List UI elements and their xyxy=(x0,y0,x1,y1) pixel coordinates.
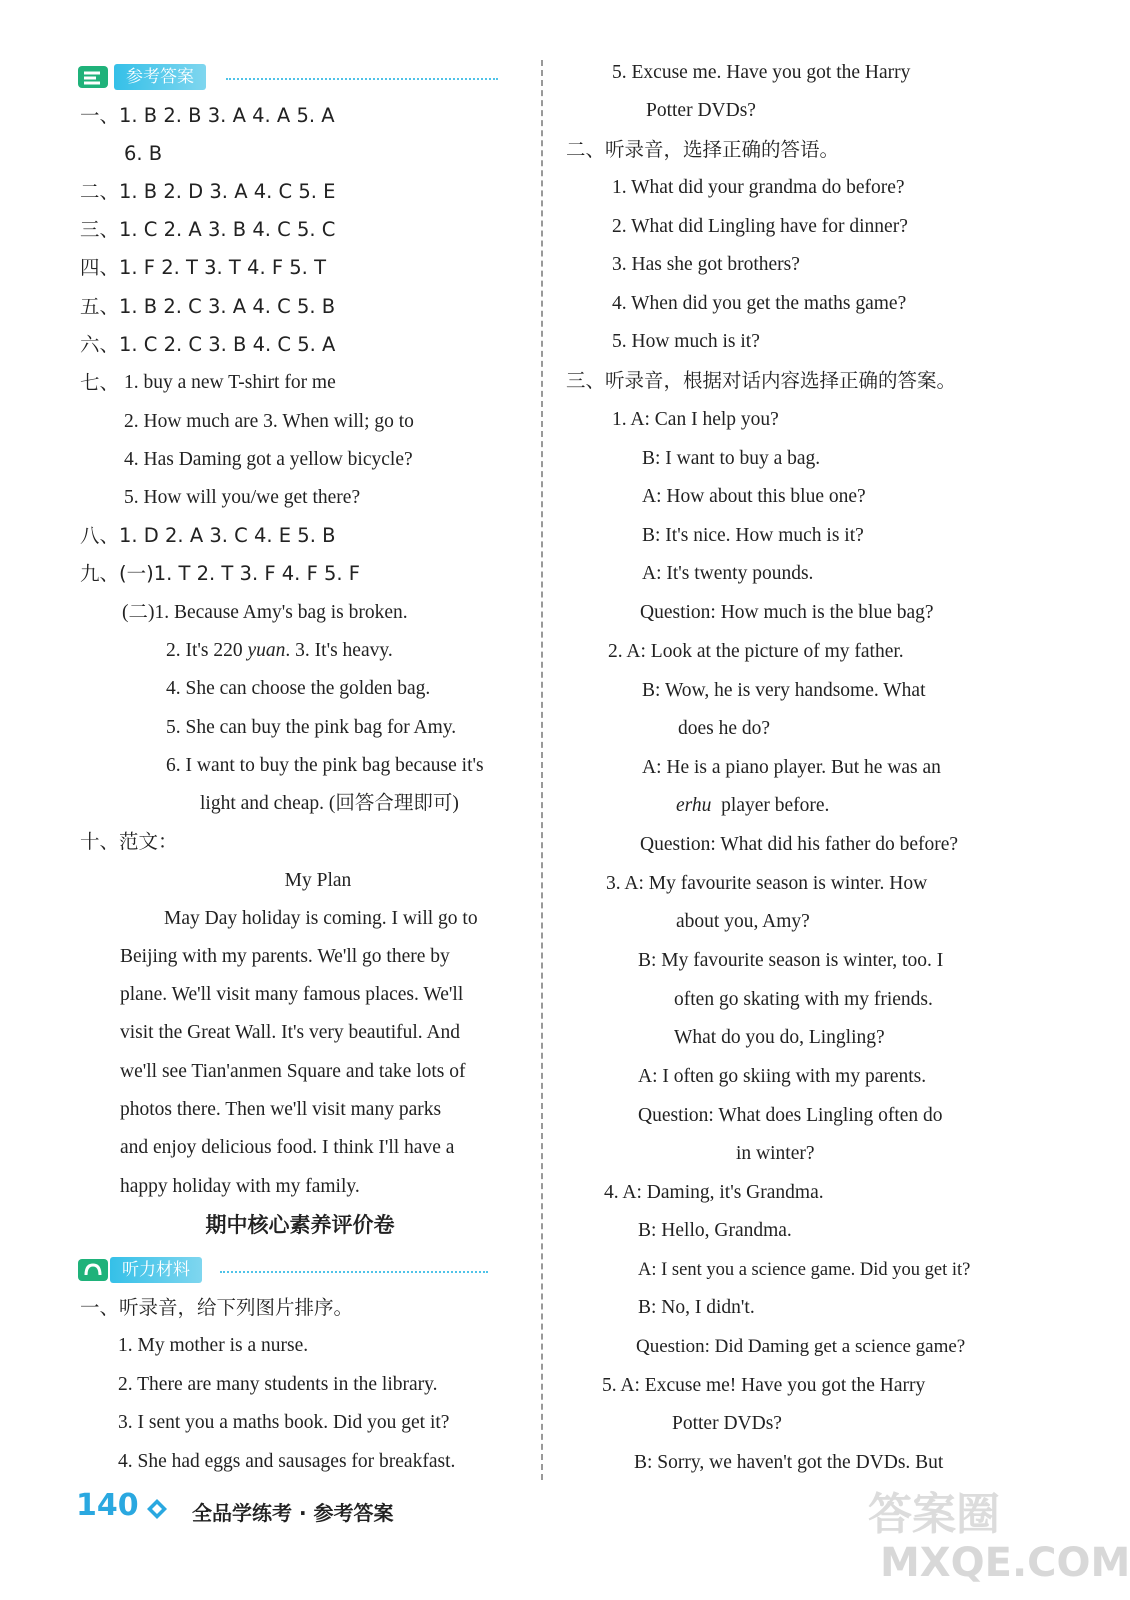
dialog-line: Potter DVDs? xyxy=(672,1413,782,1434)
dialog-line: B: My favourite season is winter, too. I xyxy=(638,950,944,971)
erhu-italic: erhu xyxy=(676,795,712,816)
essay-line: Beijing with my parents. We'll go there by xyxy=(120,946,450,967)
dialog-line: 5. A: Excuse me! Have you got the Harry xyxy=(602,1375,926,1396)
answer-line: 二、1. B 2. D 3. A 4. C 5. E xyxy=(80,180,336,203)
answer-line: 三、1. C 2. A 3. B 4. C 5. C xyxy=(80,218,336,241)
listen-heading: 一、听录音，给下列图片排序。 xyxy=(80,1296,354,1319)
essay-line: May Day holiday is coming. I will go to xyxy=(164,908,478,929)
q9-line: 5. She can buy the pink bag for Amy. xyxy=(166,717,457,738)
listen-item: 1. My mother is a nurse. xyxy=(118,1335,309,1356)
answer-line: 一、1. B 2. B 3. A 4. A 5. A xyxy=(80,104,335,127)
diamond-icon xyxy=(146,1498,168,1525)
q10-label: 十、范文： xyxy=(80,830,178,853)
question-line: in winter? xyxy=(736,1143,815,1164)
question-line: Question: Did Daming get a science game? xyxy=(636,1336,966,1357)
q9-italic: yuan xyxy=(247,640,286,661)
dialog-line: A: It's twenty pounds. xyxy=(642,563,814,584)
sec3-heading: 三、听录音，根据对话内容选择正确的答案。 xyxy=(566,369,957,392)
q7-line: 4. Has Daming got a yellow bicycle? xyxy=(124,449,413,470)
question-line: Question: What does Lingling often do xyxy=(638,1105,943,1126)
dialog-line: 1. A: Can I help you? xyxy=(612,409,779,430)
right-line: Potter DVDs? xyxy=(646,100,756,121)
dialog-line: B: Wow, he is very handsome. What xyxy=(642,680,926,701)
watermark-top: 答案圈 xyxy=(868,1489,1000,1540)
q9-line: (二)1. Because Amy's bag is broken. xyxy=(122,602,408,623)
right-line: 5. Excuse me. Have you got the Harry xyxy=(612,62,911,83)
dialog-line: B: It's nice. How much is it? xyxy=(642,525,864,546)
dialog-line: B: I want to buy a bag. xyxy=(642,448,821,469)
watermark: MXQE.COM xyxy=(880,1540,1130,1586)
dialog-line: does he do? xyxy=(678,718,771,739)
essay-line: and enjoy delicious food. I think I'll have a xyxy=(120,1137,455,1158)
q9-line: 九、(一)1. T 2. T 3. F 4. F 5. F xyxy=(80,562,360,585)
q9-line: 6. I want to buy the pink bag because it's xyxy=(166,755,484,776)
listen-tag: 听力材料 xyxy=(110,1257,202,1283)
dialog-line: 2. A: Look at the picture of my father. xyxy=(608,641,904,662)
answer-line: 6. B xyxy=(124,142,163,165)
book-title: 全品学练考 · 参考答案 xyxy=(192,1501,394,1525)
question-line: Question: How much is the blue bag? xyxy=(640,602,934,623)
sec2-heading: 二、听录音，选择正确的答语。 xyxy=(566,138,840,161)
dialog-line: B: Sorry, we haven't got the DVDs. But xyxy=(634,1452,944,1473)
q7-line: 5. How will you/we get there? xyxy=(124,487,361,508)
dialog-line: B: Hello, Grandma. xyxy=(638,1220,792,1241)
answer-line: 六、1. C 2. C 3. B 4. C 5. A xyxy=(80,333,336,356)
dialog-line: 3. A: My favourite season is winter. How xyxy=(606,873,928,894)
q7-label: 七、 xyxy=(80,371,120,394)
q8-line: 八、1. D 2. A 3. C 4. E 5. B xyxy=(80,524,336,547)
page-number: 140 xyxy=(76,1488,139,1523)
dialog-line xyxy=(676,794,829,818)
dialog-line: A: How about this blue one? xyxy=(642,486,866,507)
listen-item: 4. She had eggs and sausages for breakfast. xyxy=(118,1451,456,1472)
essay-line: plane. We'll visit many famous places. We'll xyxy=(120,984,464,1005)
column-divider xyxy=(541,60,543,1480)
listen-dotted-line xyxy=(220,1271,488,1273)
listen-item: 3. I sent you a maths book. Did you get it? xyxy=(118,1412,450,1433)
sec2-item: 1. What did your grandma do before? xyxy=(612,177,905,198)
essay-line: happy holiday with my family. xyxy=(120,1176,360,1197)
q9-text: 2. It's 220 xyxy=(166,640,248,661)
dialog-line: about you, Amy? xyxy=(676,911,810,932)
dialog-line: 4. A: Daming, it's Grandma. xyxy=(604,1182,824,1203)
answer-tag-icon xyxy=(78,66,108,88)
section-title: 期中核心素养评价卷 xyxy=(205,1213,395,1237)
essay-line: we'll see Tian'anmen Square and take lots of xyxy=(120,1061,466,1082)
sec2-item: 3. Has she got brothers? xyxy=(612,254,800,275)
q9-line xyxy=(166,639,393,663)
essay-line: visit the Great Wall. It's very beautiful. And xyxy=(120,1022,461,1043)
q9-line: light and cheap. (回答合理即可) xyxy=(200,793,459,814)
essay-title: My Plan xyxy=(284,870,352,891)
sec2-item: 4. When did you get the maths game? xyxy=(612,293,907,314)
listen-item: 2. There are many students in the library. xyxy=(118,1374,438,1395)
question-line: Question: What did his father do before? xyxy=(640,834,959,855)
answer-line: 五、1. B 2. C 3. A 4. C 5. B xyxy=(80,295,336,318)
dialog-line: A: I often go skiing with my parents. xyxy=(638,1066,927,1087)
dialog-line: often go skating with my friends. xyxy=(674,989,933,1010)
answer-tag: 参考答案 xyxy=(114,64,206,90)
answer-line: 四、1. F 2. T 3. T 4. F 5. T xyxy=(80,256,326,279)
essay-line: photos there. Then we'll visit many parks xyxy=(120,1099,442,1120)
q7-line: 2. How much are 3. When will; go to xyxy=(124,411,414,432)
sec2-item: 2. What did Lingling have for dinner? xyxy=(612,216,908,237)
q9-line: 4. She can choose the golden bag. xyxy=(166,678,431,699)
tag-dotted-line xyxy=(226,78,498,80)
dialog-line: A: I sent you a science game. Did you get it? xyxy=(638,1260,971,1280)
dialog-text: player before. xyxy=(721,795,830,816)
q9-text: . 3. It's heavy. xyxy=(285,640,393,661)
dialog-line: B: No, I didn't. xyxy=(638,1297,755,1318)
q7-line: 1. buy a new T-shirt for me xyxy=(124,372,336,393)
dialog-line: What do you do, Lingling? xyxy=(674,1027,885,1048)
sec2-item: 5. How much is it? xyxy=(612,331,760,352)
listen-tag-icon xyxy=(78,1259,108,1281)
dialog-line: A: He is a piano player. But he was an xyxy=(642,757,941,778)
